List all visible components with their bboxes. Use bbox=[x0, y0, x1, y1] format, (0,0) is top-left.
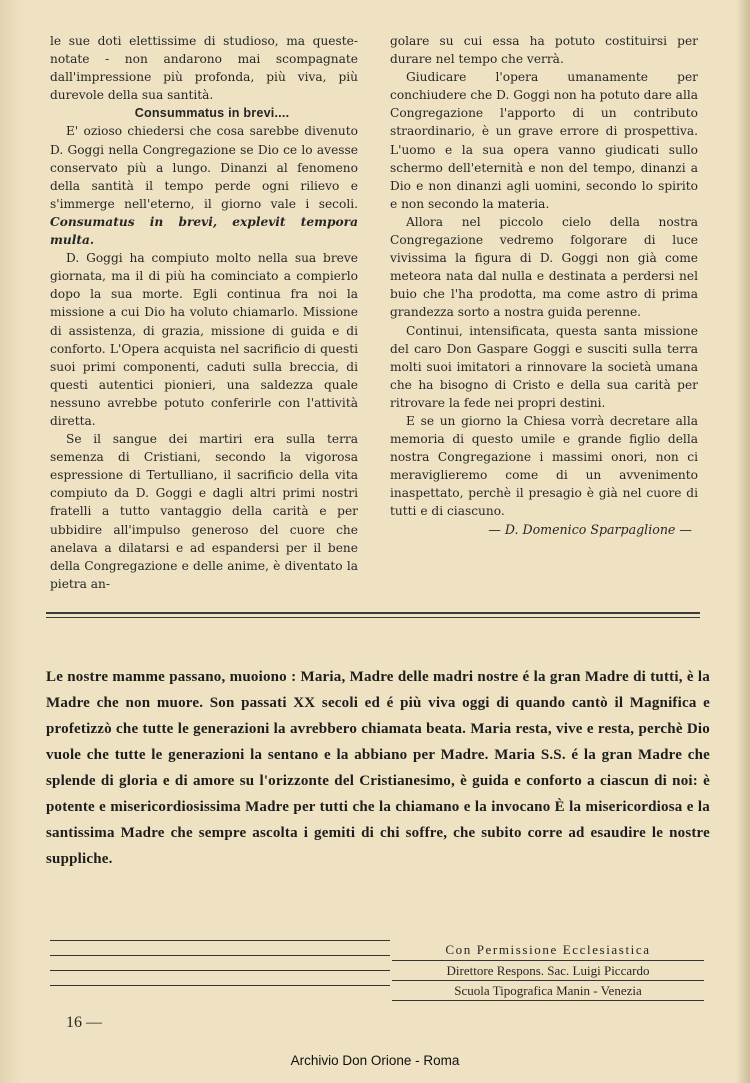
footer-info bbox=[392, 940, 704, 1001]
paragraph: Continui, intensificata, questa santa missione del caro Don Gaspare Goggi e susciti sulla terra molti suoi imitatori a rinnovare la società umana che ha bisogno di Cristo e della sua carità per ritrovare la fede nei propri destini. bbox=[390, 323, 698, 410]
rule-line bbox=[46, 617, 700, 618]
rule-line bbox=[50, 985, 390, 986]
paragraph bbox=[50, 122, 358, 249]
article-left-column bbox=[50, 32, 358, 593]
author-signature: — D. Domenico Sparpaglione — bbox=[488, 521, 692, 537]
director-line: Direttore Respons. Sac. Luigi Piccardo bbox=[392, 961, 704, 981]
paragraph-text: E' ozioso chiedersi che cosa sarebbe divenuto D. Goggi nella Congregazione se Dio ce lo avesse conservato più a lungo. Dinanzi al fenomeno della santità il tempo perde ogni rilievo e s'immerge nell'eterno, il giorno vale i secoli. bbox=[50, 124, 358, 211]
paragraph: golare su cui essa ha potuto costituirsi per durare nel tempo che verrà. bbox=[390, 34, 698, 67]
footer-decorative-lines bbox=[50, 940, 390, 1000]
ecclesiastical-permission: Con Permissione Ecclesiastica bbox=[392, 940, 704, 961]
latin-quote: Consumatus in brevi, explevit tempora multa. bbox=[50, 214, 358, 248]
page-number: 16 — bbox=[66, 1014, 102, 1031]
paragraph: Se il sangue dei martiri era sulla terra semenza di Cristiani, secondo la vigorosa espressione di Tertulliano, il sacrificio della vita compiuto da D. Goggi e dagli altri primi nostri fratelli a tutto vantaggio della carità e per ubbidire all'impulso generoso del cuore che anelava a dilatarsi e ad espandersi per il bene della Congregazione e delle anime, è diventato la pietra an- bbox=[50, 432, 358, 591]
printer-line: Scuola Tipografica Manin - Venezia bbox=[392, 981, 704, 1001]
article-right-column bbox=[390, 32, 698, 539]
rule-line bbox=[50, 955, 390, 956]
paragraph: D. Goggi ha compiuto molto nella sua breve giornata, ma il di più ha cominciato a compierlo dopo la sua morte. Egli continua fra noi la missione a cui Dio ha voluto chiamarlo. Missione di assistenza, di grazia, missione di guida e di conforto. L'Opera acquista nel sacrificio di questi suoi primi componenti, caduti sulla breccia, di questi autentici pionieri, una saldezza quale nessuno avrebbe potuto conferirle con l'attività diretta. bbox=[50, 251, 358, 428]
paragraph: Allora nel piccolo cielo della nostra Congregazione vedremo folgorare di luce vivissima la figura di D. Goggi non già come meteora nata dal nulla e destinata a perdersi nel buio che l'ha prodotta, ma come astro di prima grandezza sorto a nostra guida perenne. bbox=[390, 214, 698, 320]
archive-watermark: Archivio Don Orione - Roma bbox=[290, 1053, 460, 1068]
rule-line bbox=[50, 970, 390, 971]
marian-quote: Le nostre mamme passano, muoiono : Maria, Madre delle madri nostre é la gran Madre di tutti, è la Madre che non muore. Son passati XX secoli ed é più viva oggi di quando cantò il Magnifica e profetizzò che tutte le generazioni la avrebbero chiamata beata. Maria resta, vive e resta, perchè Dio vuole che tutte le generazioni la sentano e la abbiano per Madre. Maria S.S. é la gran Madre che splende di gloria e di amore su l'orizzonte del Cristianesimo, è guida e conforto a ciascun di noi: è potente e misericordiosissima Madre per tutti che la chiamano e la invocano È la misericordiosa e la santissima Madre che sempre ascolta i gemiti di chi soffre, che subito corre ad esaudire le nostre suppliche. bbox=[46, 669, 710, 867]
paragraph: Giudicare l'opera umanamente per conchiudere che D. Goggi non ha potuto dare alla Congregazione l'apporto di un contributo straordinario, è un grave errore di prospettiva. L'uomo e la sua opera vanno giudicati sullo schermo dell'eternità e non del tempo, dinanzi a Dio e non dinanzi agli uomini, secondo lo spirito e non secondo la materia. bbox=[390, 70, 698, 211]
rule-line bbox=[46, 612, 700, 614]
rule-line bbox=[50, 940, 390, 941]
divider-rule bbox=[46, 612, 700, 621]
paragraph: E se un giorno la Chiesa vorrà decretare alla memoria di questo umile e grande figlio della nostra Congregazione i massimi onori, non ci meraviglieremo come di un avvenimento inaspettato, perchè il presagio è già nel cuore di tutti e di ciascuno. bbox=[390, 413, 698, 519]
section-heading: Consummatus in brevi.... bbox=[134, 106, 290, 121]
paragraph: le sue doti elettissime di studioso, ma queste-notate - non andarono mai scompagnate dall'impressione più profonda, più viva, più durevole della sua santità. bbox=[50, 34, 358, 103]
